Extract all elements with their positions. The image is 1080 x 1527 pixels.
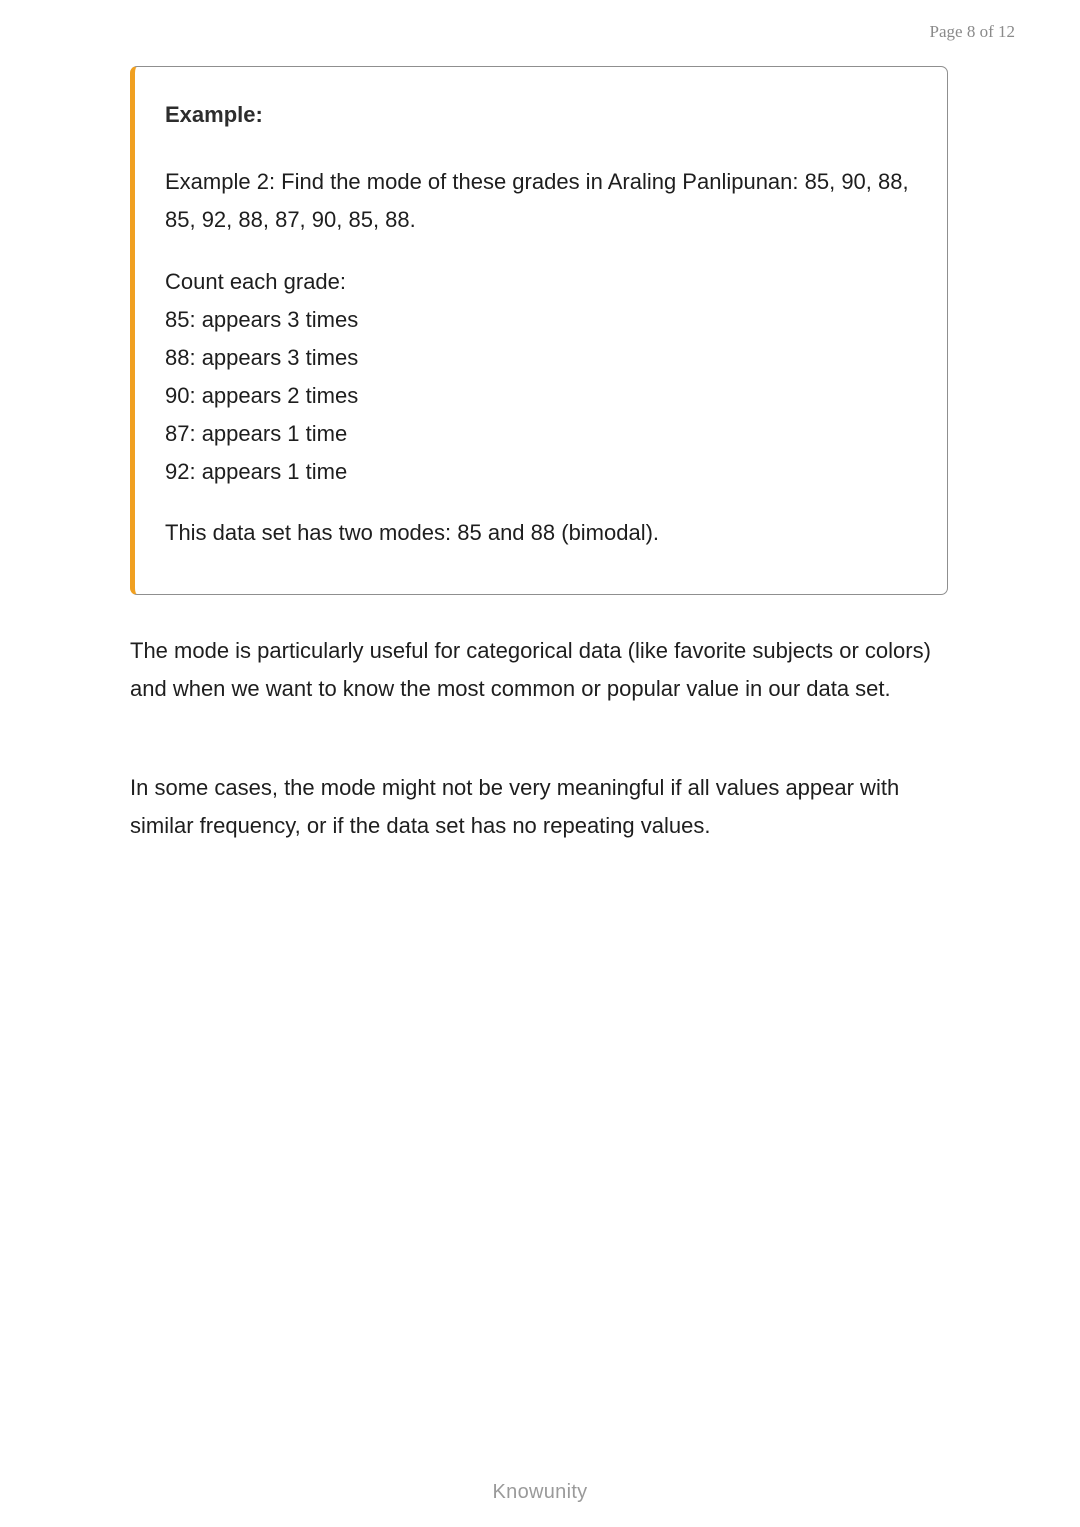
list-item: 87: appears 1 time — [165, 421, 348, 446]
list-item: 90: appears 2 times — [165, 383, 359, 408]
footer-brand-label: Knowunity — [492, 1481, 588, 1503]
example-conclusion: This data set has two modes: 85 and 88 (bimodal). — [165, 520, 660, 545]
list-item: 92: appears 1 time — [165, 459, 348, 484]
list-item: 85: appears 3 times — [165, 307, 359, 332]
example-problem-text: Example 2: Find the mode of these grades in Araling Panlipunan: 85, 90, 88, 85, 92, 88, 87, 90, 85, 88. — [165, 169, 909, 232]
example-callout-box — [130, 66, 948, 595]
example-heading: Example: — [165, 102, 263, 127]
grade-count-list — [165, 301, 917, 491]
body-paragraph-limitations: In some cases, the mode might not be very meaningful if all values appear with similar frequency, or if the data set has no repeating values. — [130, 775, 900, 838]
body-paragraph-categorical: The mode is particularly useful for categorical data (like favorite subjects or colors) and when we want to know the most common or popular value in our data set. — [130, 638, 931, 701]
page-number: Page 8 of 12 — [929, 22, 1015, 41]
list-item: 88: appears 3 times — [165, 345, 359, 370]
count-intro-text: Count each grade: — [165, 269, 347, 294]
